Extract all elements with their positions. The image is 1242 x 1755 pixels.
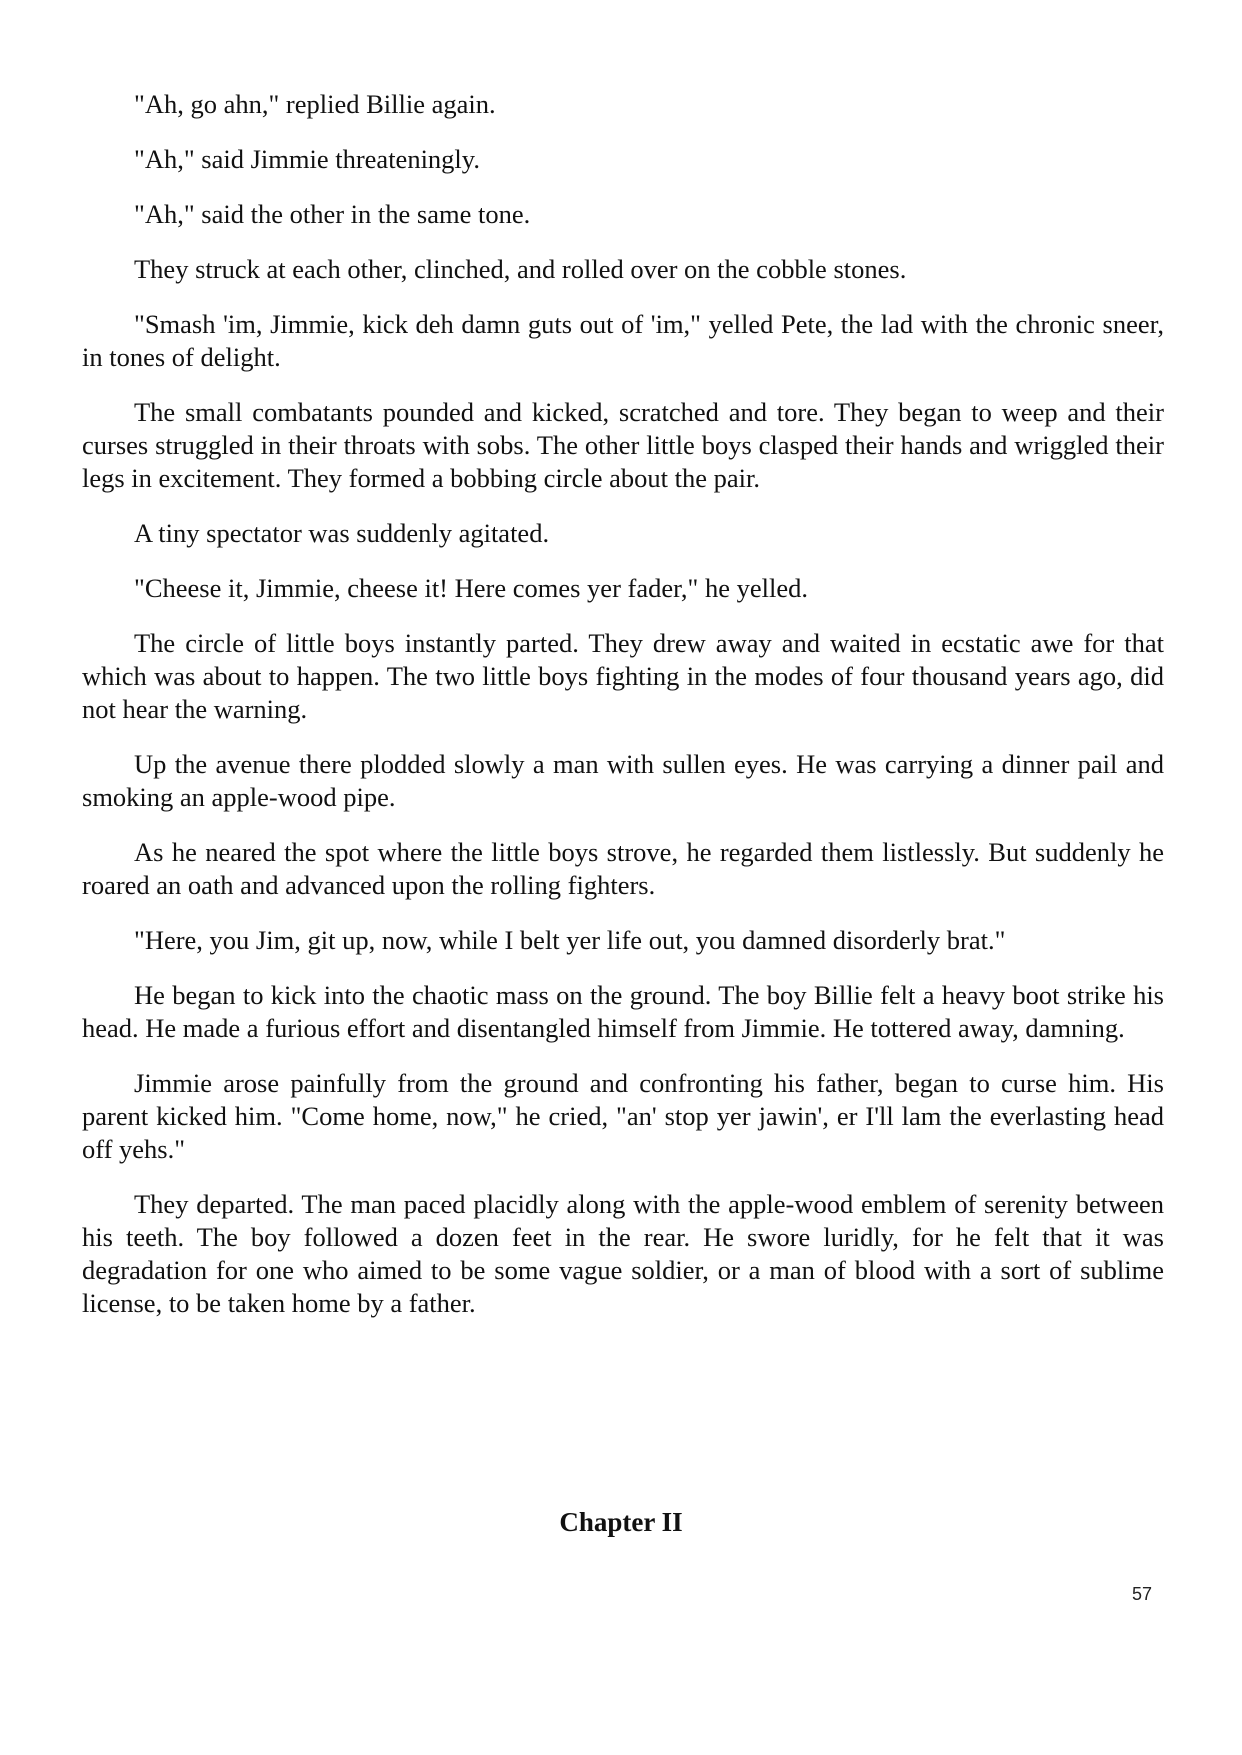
paragraph: "Smash 'im, Jimmie, kick deh damn guts out of 'im," yelled Pete, the lad with the chronic sneer, in tones of delight. (82, 309, 1164, 372)
page-body (82, 88, 1164, 1342)
paragraph: "Ah," said Jimmie threateningly. (134, 144, 480, 174)
paragraph: They struck at each other, clinched, and rolled over on the cobble stones. (134, 254, 907, 284)
paragraph: "Cheese it, Jimmie, cheese it! Here comes yer fader," he yelled. (134, 573, 808, 603)
paragraph: "Ah, go ahn," replied Billie again. (134, 89, 496, 119)
paragraph: "Ah," said the other in the same tone. (134, 199, 531, 229)
paragraph: The small combatants pounded and kicked, scratched and tore. They began to weep and their curses struggled in their throats with sobs. The other little boys clasped their hands and wriggled their legs in excitement. They formed a bobbing circle about the pair. (82, 397, 1164, 493)
paragraph: As he neared the spot where the little boys strove, he regarded them listlessly. But suddenly he roared an oath and advanced upon the rolling fighters. (82, 837, 1164, 900)
paragraph: They departed. The man paced placidly along with the apple-wood emblem of serenity between his teeth. The boy followed a dozen feet in the rear. He swore luridly, for he felt that it was degradation for one who aimed to be some vague soldier, or a man of blood with a sort of sublime license, to be taken home by a father. (82, 1189, 1164, 1318)
paragraph: Jimmie arose painfully from the ground and confronting his father, began to curse him. His parent kicked him. "Come home, now," he cried, "an' stop yer jawin', er I'll lam the everlasting head off yehs." (82, 1068, 1164, 1164)
paragraph: The circle of little boys instantly parted. They drew away and waited in ecstatic awe for that which was about to happen. The two little boys fighting in the modes of four thousand years ago, did not hear the warning. (82, 628, 1164, 724)
paragraph: A tiny spectator was suddenly agitated. (134, 518, 550, 548)
paragraph: He began to kick into the chaotic mass on the ground. The boy Billie felt a heavy boot strike his head. He made a furious effort and disentangled himself from Jimmie. He tottered away, damning. (82, 980, 1164, 1043)
paragraph: Up the avenue there plodded slowly a man with sullen eyes. He was carrying a dinner pail and smoking an apple-wood pipe. (82, 749, 1164, 812)
page-number: 57 (1132, 1584, 1153, 1604)
chapter-heading: Chapter II (559, 1507, 683, 1537)
paragraph: "Here, you Jim, git up, now, while I belt yer life out, you damned disorderly brat." (134, 925, 1006, 955)
